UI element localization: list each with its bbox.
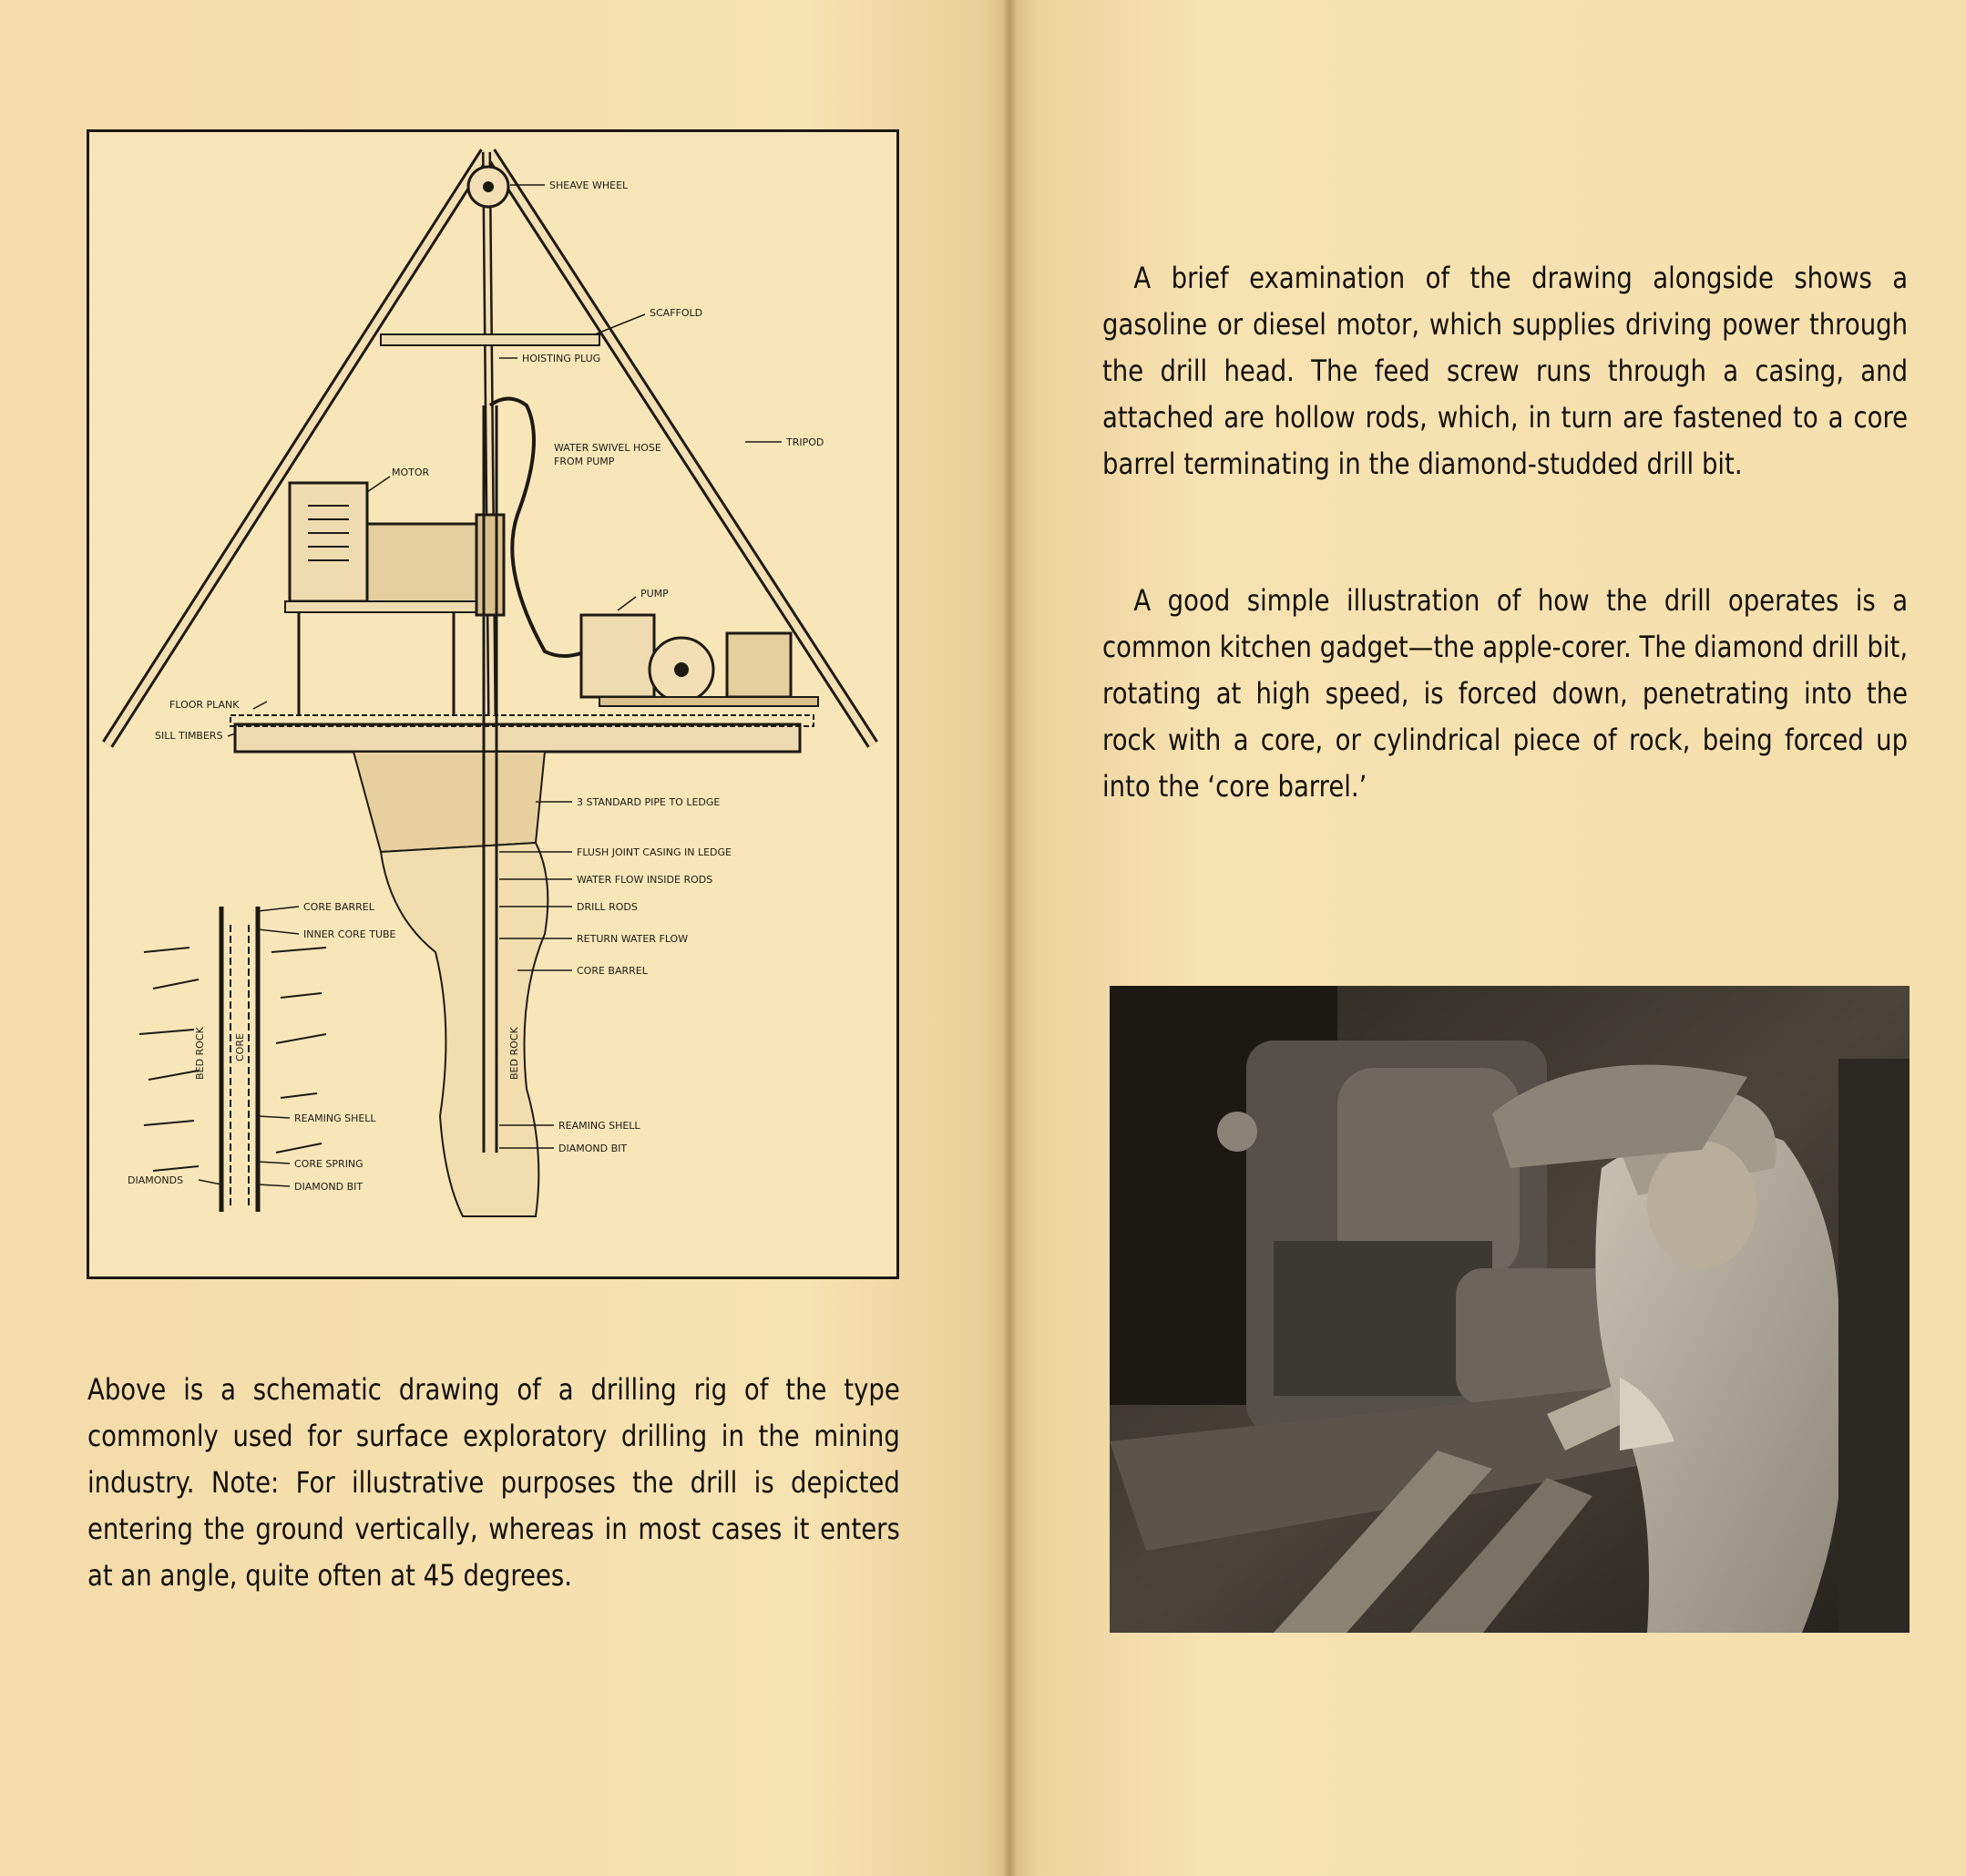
spine-gutter <box>1002 0 1017 1876</box>
label-water-swivel-hose: WATER SWIVEL HOSE <box>554 442 661 454</box>
label-motor: MOTOR <box>392 466 430 478</box>
label-floor-plank: FLOOR PLANK <box>169 699 240 711</box>
label-standard-pipe: 3 STANDARD PIPE TO LEDGE <box>577 796 721 808</box>
label-inner-core-tube: INNER CORE TUBE <box>303 928 396 940</box>
label-sheave-wheel: SHEAVE WHEEL <box>549 179 629 191</box>
paragraph-apple-corer: A good simple illustration of how the drill operates is a common kitchen gadget—the apple-corer. The diamond drill bit, rotating at high speed, is forced down, penetrating into the rock with a core, or cylindrical piece of rock, being forced up into the ‘core barrel.’ <box>1102 583 1909 804</box>
label-return-water-flow: RETURN WATER FLOW <box>577 933 689 945</box>
label-pump: PUMP <box>640 588 669 600</box>
label-flush-joint-casing: FLUSH JOINT CASING IN LEDGE <box>577 846 732 858</box>
paragraph-drawing-explanation: A brief examination of the drawing alongside shows a gasoline or diesel motor, which supplies driving power through the drill head. The feed screw runs through a casing, and attached are hollow rods, which, in turn are fastened to a core barrel terminating in the diamond-studded drill bit. <box>1102 261 1909 481</box>
label-core-barrel-left: CORE BARREL <box>303 901 374 913</box>
photo-driller-at-rig <box>1110 986 1910 1633</box>
label-bed-rock-left: BED ROCK <box>194 1027 206 1080</box>
label-diamond-bit-left: DIAMOND BIT <box>294 1181 364 1193</box>
label-diamond-bit-right: DIAMOND BIT <box>558 1143 628 1154</box>
label-drill-rods: DRILL RODS <box>577 901 638 913</box>
label-reaming-shell-left: REAMING SHELL <box>294 1112 376 1124</box>
label-sill-timbers: SILL TIMBERS <box>155 730 223 742</box>
label-water-flow-inside-rods: WATER FLOW INSIDE RODS <box>577 874 713 886</box>
diagram-caption: Above is a schematic drawing of a drilling rig of the type commonly used for surface exploratory drilling in the mining industry. Note: For illustrative purposes the drill is depicted entering the ground vertically, whereas in most cases it enters at an angle, quite often at 45 degrees. <box>87 1372 900 1593</box>
photo-illustration <box>1110 986 1910 1633</box>
label-reaming-shell-right: REAMING SHELL <box>558 1120 640 1132</box>
label-tripod: TRIPOD <box>786 436 824 448</box>
label-core: CORE <box>234 1033 246 1061</box>
label-core-barrel-right: CORE BARREL <box>577 965 648 977</box>
label-scaffold: SCAFFOLD <box>650 307 703 319</box>
drilling-rig-diagram <box>87 129 899 1279</box>
label-diamonds: DIAMONDS <box>128 1174 184 1186</box>
label-hoisting-plug: HOISTING PLUG <box>522 353 601 364</box>
diagram-drawing <box>89 132 896 1276</box>
label-core-spring: CORE SPRING <box>294 1158 364 1170</box>
label-from-pump: FROM PUMP <box>554 456 615 467</box>
label-bed-rock-right: BED ROCK <box>508 1027 520 1080</box>
